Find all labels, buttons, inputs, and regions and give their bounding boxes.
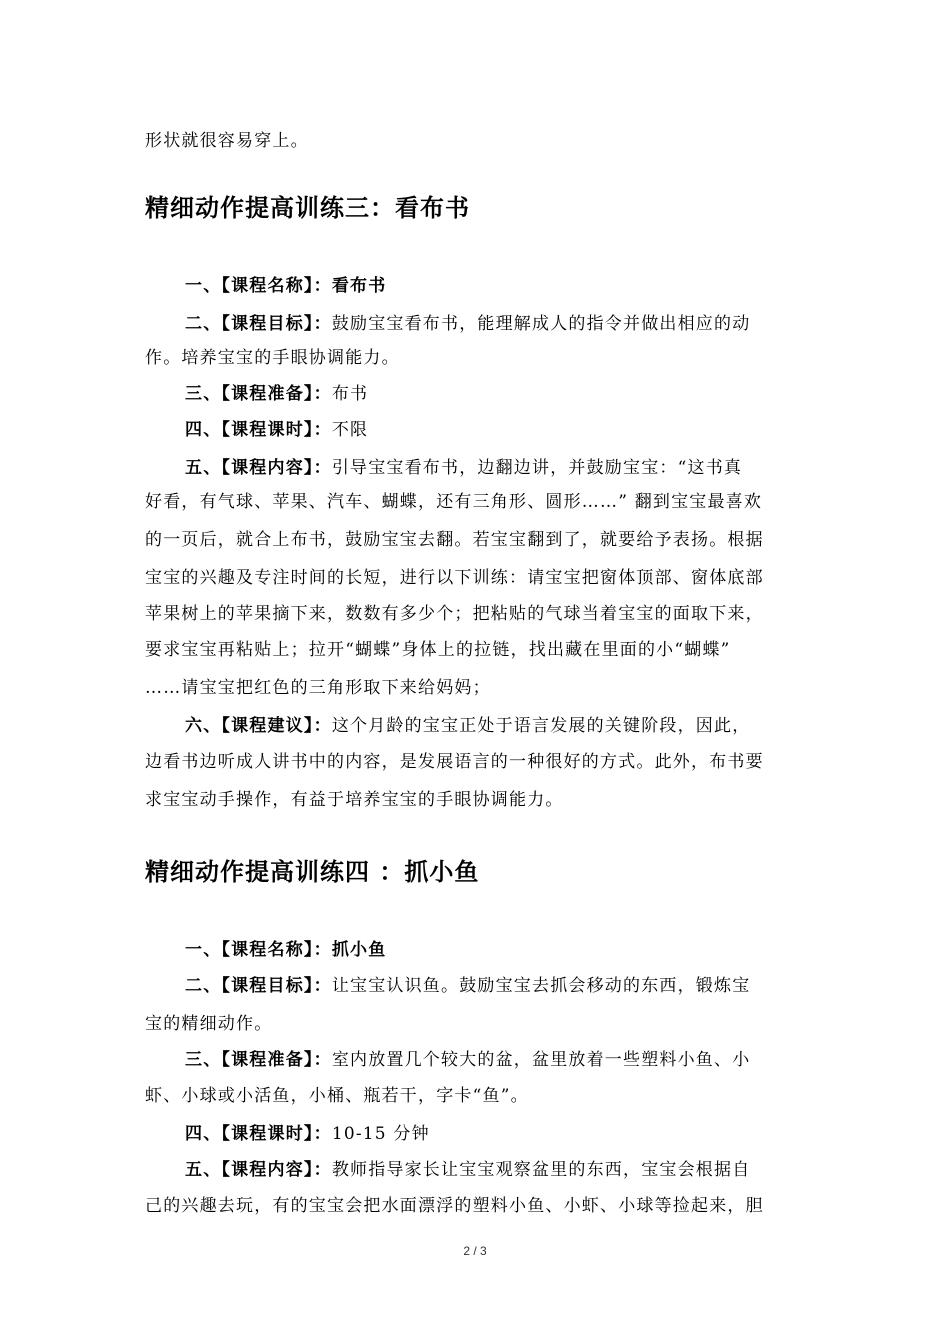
section3-name — [185, 274, 386, 298]
section3-content-line: 苹果树上的苹果摘下来，数数有多少个；把粘贴的气球当着宝宝的面取下来， — [145, 604, 764, 624]
section4-time — [185, 1122, 430, 1146]
section3-goal — [185, 312, 750, 336]
section3-content-line: 的一页后，就合上布书，鼓励宝宝去翻。若宝宝翻到了，就要给予表扬。根据 — [145, 530, 764, 550]
section3-title: 精细动作提高训练三：看布书 — [145, 194, 470, 222]
section4-content-label: 五、【课程内容】： — [185, 1160, 332, 1180]
section3-content-line: 宝宝的兴趣及专注时间的长短，进行以下训练：请宝宝把窗体顶部、窗体底部 — [145, 568, 764, 588]
section3-prep — [185, 382, 368, 406]
section4-prep-line2: 虾、小球或小活鱼，小桶、瓶若干，字卡“鱼”。 — [145, 1086, 529, 1106]
section4-title: 精细动作提高训练四 ：抓小鱼 — [145, 858, 480, 886]
section3-goal-line2: 作。培养宝宝的手眼协调能力。 — [145, 348, 400, 368]
page-number: 2 / 3 — [463, 1244, 487, 1258]
section3-content-line1: 引导宝宝看布书，边翻边讲，并鼓励宝宝：“这书真 — [331, 458, 743, 478]
section4-name-value: 抓小鱼 — [331, 940, 387, 960]
intro-line: 形状就很容易穿上。 — [145, 131, 309, 151]
section3-prep-value: 布书 — [331, 384, 369, 404]
section3-content-label: 五、【课程内容】： — [185, 458, 332, 478]
section4-goal-label: 二、【课程目标】： — [185, 976, 332, 996]
section4-time-label: 四、【课程课时】： — [185, 1124, 332, 1144]
section4-content-line1: 教师指导家长让宝宝观察盆里的东西，宝宝会根据自 — [331, 1160, 751, 1180]
section3-name-value: 看布书 — [331, 276, 387, 296]
section3-advice-label: 六、【课程建议】： — [185, 716, 332, 736]
section4-prep-label: 三、【课程准备】： — [185, 1050, 332, 1070]
section4-content — [185, 1158, 750, 1182]
section3-time-label: 四、【课程课时】： — [185, 420, 332, 440]
section3-advice-line2: 边看书边听成人讲书中的内容，是发展语言的一种很好的方式。此外，布书要 — [145, 752, 764, 772]
section3-content-line: ……请宝宝把红色的三角形取下来给妈妈； — [145, 678, 491, 698]
section3-goal-line1: 鼓励宝宝看布书，能理解成人的指令并做出相应的动 — [331, 314, 751, 334]
section4-time-value: 10-15 分钟 — [331, 1124, 430, 1144]
section4-prep-line1: 室内放置几个较大的盆，盆里放着一些塑料小鱼、小 — [331, 1050, 751, 1070]
section4-name-label: 一、【课程名称】： — [185, 940, 332, 960]
section3-content-line: 好看，有气球、苹果、汽车、蝴蝶，还有三角形、圆形……” 翻到宝宝最喜欢 — [145, 492, 763, 512]
section3-content-line: 要求宝宝再粘贴上；拉开“蝴蝶”身体上的拉链，找出藏在里面的小“蝴蝶” — [145, 640, 731, 660]
section3-content — [185, 456, 742, 480]
section3-advice-line3: 求宝宝动手操作，有益于培养宝宝的手眼协调能力。 — [145, 790, 564, 810]
section3-prep-label: 三、【课程准备】： — [185, 384, 332, 404]
section4-goal-line2: 宝的精细动作。 — [145, 1014, 273, 1034]
section4-content-line2: 己的兴趣去玩，有的宝宝会把水面漂浮的塑料小鱼、小虾、小球等捡起来，胆 — [145, 1196, 764, 1216]
section4-goal-line1: 让宝宝认识鱼。鼓励宝宝去抓会移动的东西，锻炼宝 — [331, 976, 751, 996]
section3-name-label: 一、【课程名称】： — [185, 276, 332, 296]
section3-time-value: 不限 — [331, 420, 369, 440]
section4-prep — [185, 1048, 750, 1072]
section4-name — [185, 938, 386, 962]
section3-advice — [185, 714, 750, 738]
section4-goal — [185, 974, 750, 998]
section3-goal-label: 二、【课程目标】： — [185, 314, 332, 334]
section3-time — [185, 418, 368, 442]
section3-advice-line1: 这个月龄的宝宝正处于语言发展的关键阶段，因此， — [331, 716, 751, 736]
